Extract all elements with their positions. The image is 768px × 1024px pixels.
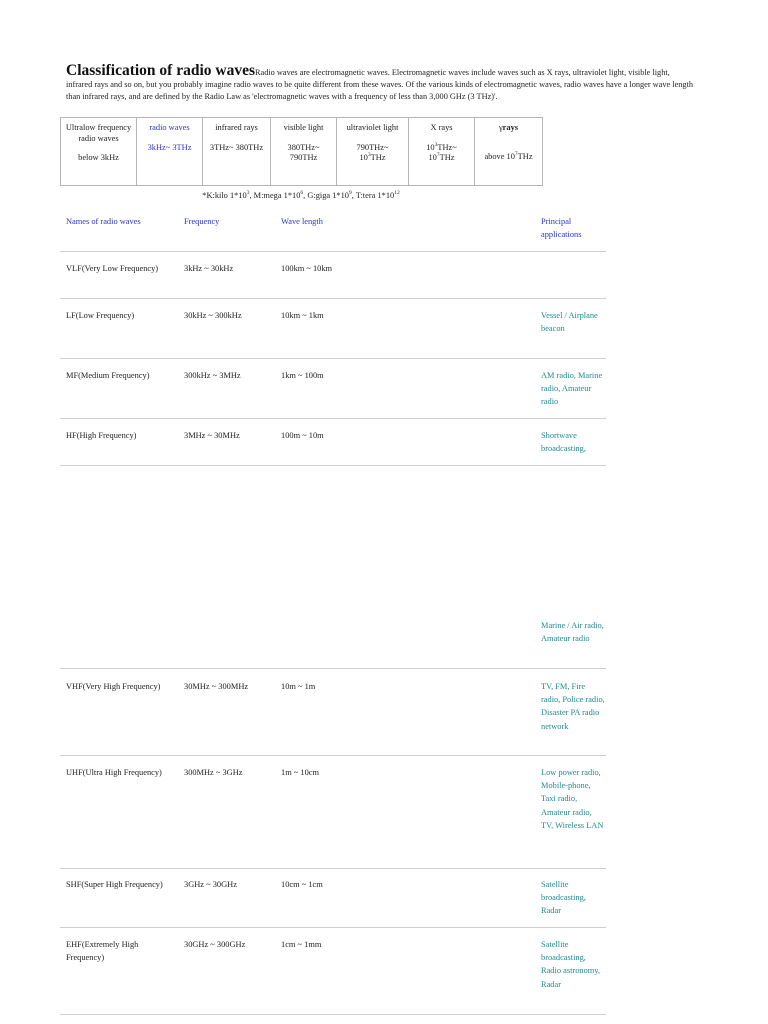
row-divider — [60, 755, 606, 756]
band-name-shf: SHF(Super High Frequency) — [66, 880, 163, 889]
band-wavelength-mf: 1km ~ 100m — [281, 371, 324, 380]
band-frequency-vhf: 30MHz ~ 300MHz — [184, 682, 249, 691]
band-frequency-mf: 300kHz ~ 3MHz — [184, 371, 241, 380]
band-applications-hf-continued: Marine / Air radio, Amateur radio — [541, 621, 604, 644]
ulf-name: Ultralow frequency radio waves — [65, 123, 132, 143]
row-divider — [60, 251, 606, 252]
band-frequency-vlf: 3kHz ~ 30kHz — [184, 264, 234, 273]
band-frequency-shf: 3GHz ~ 30GHz — [184, 880, 237, 889]
band-applications-mf: AM radio, Marine radio, Amateur radio — [541, 371, 603, 407]
band-frequency-uhf: 300MHz ~ 3GHz — [184, 768, 243, 777]
band-name-vhf: VHF(Very High Frequency) — [66, 682, 161, 691]
column-header-frequency: Frequency — [184, 217, 220, 226]
band-name-lf: LF(Low Frequency) — [66, 311, 135, 320]
gamma-name: γrays — [498, 123, 519, 132]
band-wavelength-vhf: 10m ~ 1m — [281, 682, 316, 691]
row-divider — [60, 668, 606, 669]
band-wavelength-hf: 100m ~ 10m — [281, 431, 324, 440]
column-header-applications: Principal applications — [541, 217, 582, 240]
units-note: *K:kilo $1*10^3$, M:mega $1*10^6$, G:giga $1*10^9$, T:tera $1*10^{12}$ — [202, 190, 400, 200]
document-header — [66, 62, 698, 102]
band-applications-hf: Shortwave broadcasting, — [541, 431, 586, 454]
band-wavelength-vlf: 100km ~ 10km — [281, 264, 333, 273]
spectrum-table — [60, 117, 543, 186]
band-wavelength-shf: 10cm ~ 1cm — [281, 880, 323, 889]
intro-paragraph: Radio waves are electromagnetic waves. Electromagnetic waves include waves such as X rays, ultraviolet light, visible light, infrared rays and so on, but you probably imagine radio waves to be quite different from these waves. Of the various kinds of electromagnetic waves, radio waves have a longer wave length than infrared rays, and are defined by the Radio Law as 'electromagnetic waves with a frequency of less than 3,000 GHz (3 THz)'. — [66, 68, 693, 101]
band-applications-uhf: Low power radio, Mobile-phone, Taxi radio, Amateur radio, TV, Wireless LAN — [541, 768, 604, 830]
band-frequency-ehf: 30GHz ~ 300GHz — [184, 940, 246, 949]
band-wavelength-uhf: 1m ~ 10cm — [281, 768, 320, 777]
band-wavelength-ehf: 1cm ~ 1mm — [281, 940, 322, 949]
band-name-mf: MF(Medium Frequency) — [66, 371, 150, 380]
uv-to: $10^3THz$ — [359, 152, 386, 162]
band-name-ehf: EHF(Extremely High Frequency) — [66, 940, 139, 963]
uv-name: ultraviolet light — [346, 123, 399, 132]
infrared-name: infrared rays — [215, 123, 258, 132]
band-applications-ehf: Satellite broadcasting, Radio astronomy, Radar — [541, 940, 601, 989]
column-header-name: Names of radio waves — [66, 217, 141, 226]
spectrum-row — [61, 118, 543, 186]
row-divider — [60, 298, 606, 299]
spectrum-cell-uv — [337, 118, 409, 186]
row-divider — [60, 358, 606, 359]
row-divider — [60, 868, 606, 869]
spectrum-cell-visible — [271, 118, 337, 186]
band-applications-shf: Satellite broadcasting, Radar — [541, 880, 586, 916]
page-break-divider — [60, 465, 606, 466]
infrared-range: 3THz~ 380THz — [209, 142, 264, 152]
row-divider — [60, 927, 606, 928]
band-wavelength-lf: 10km ~ 1km — [281, 311, 324, 320]
column-header-wavelength: Wave length — [281, 217, 323, 226]
band-name-vlf: VLF(Very Low Frequency) — [66, 264, 159, 273]
spectrum-cell-radio — [137, 118, 203, 186]
uv-from: 790THz~ — [356, 142, 389, 152]
spectrum-cell-gamma — [475, 118, 543, 186]
gamma-range: above $10^7THz$ — [484, 150, 533, 161]
band-applications-lf: Vessel / Airplane beacon — [541, 311, 598, 334]
band-applications-vhf: TV, FM, Fire radio, Police radio, Disaster PA radio network — [541, 682, 605, 731]
spectrum-cell-xray — [409, 118, 475, 186]
radio-name: radio waves — [149, 123, 190, 132]
radio-range: 3kHz~ 3THz — [147, 142, 192, 152]
xray-from: $10^3THz\sim$ — [426, 141, 457, 152]
row-divider — [60, 1014, 606, 1015]
spectrum-cell-ulf — [61, 118, 137, 186]
band-name-hf: HF(High Frequency) — [66, 431, 137, 440]
row-divider — [60, 418, 606, 419]
band-name-uhf: UHF(Ultra High Frequency) — [66, 768, 162, 777]
xray-to: $10^7THz$ — [428, 152, 455, 162]
band-frequency-lf: 30kHz ~ 300kHz — [184, 311, 242, 320]
spectrum-cell-infrared — [203, 118, 271, 186]
band-frequency-hf: 3MHz ~ 30MHz — [184, 431, 240, 440]
xray-name: X rays — [430, 123, 453, 132]
visible-name: visible light — [283, 123, 324, 132]
visible-range: 380THz~ 790THz — [287, 142, 320, 162]
ulf-range: below 3kHz — [78, 153, 119, 162]
page-title: Classification of radio waves — [66, 62, 256, 79]
